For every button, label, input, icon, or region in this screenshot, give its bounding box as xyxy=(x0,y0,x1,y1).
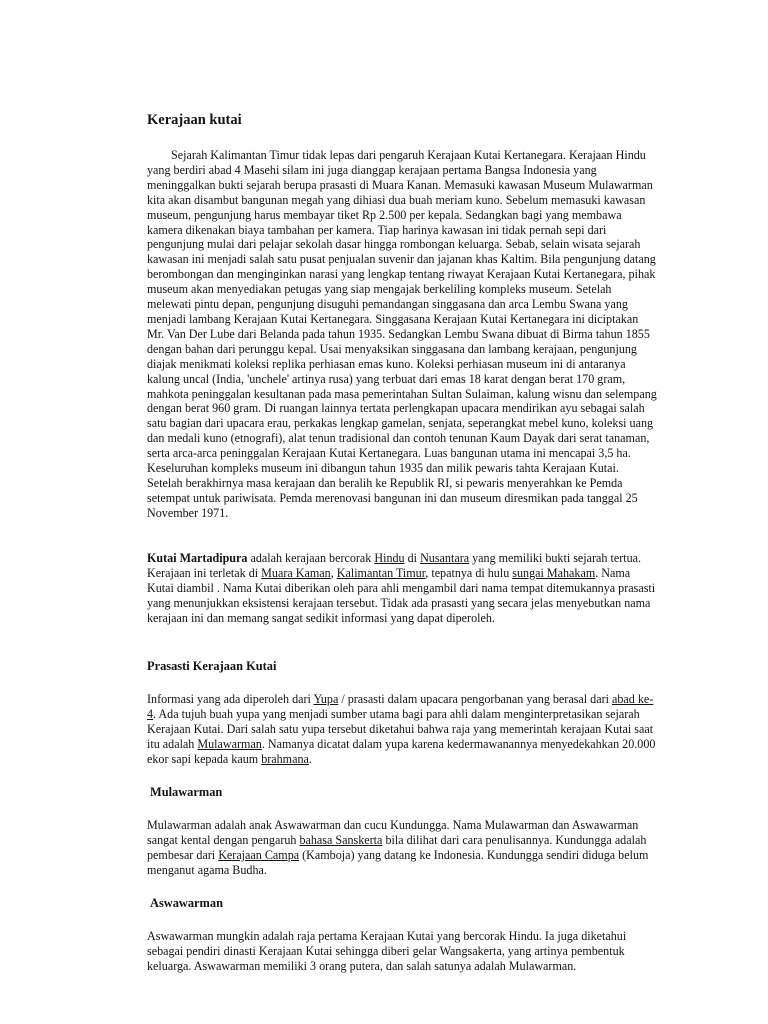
prasasti-heading: Prasasti Kerajaan Kutai xyxy=(147,659,277,673)
text-run: . xyxy=(308,751,312,766)
link-muara-kaman[interactable]: Muara Kaman xyxy=(261,565,331,580)
text-run: . Nama Kutai diambil . Nama Kutai diberikan oleh para ahli mengambil dari nama tempat ditemukannya prasasti yang menunjukkan eksistensi kerajaan tersebut. Tidak ada prasasti yang secara jelas menyebutkan nama kerajaan ini dan memang sangat sedikit informasi yang dapat diperoleh. xyxy=(147,565,656,625)
link-mulawarman[interactable]: Mulawarman xyxy=(197,736,262,751)
prasasti-paragraph xyxy=(147,692,657,767)
text-run: (Kamboja) yang datang ke Indonesia. Kundungga sendiri diduga belum menganut agama Budha. xyxy=(147,847,649,877)
mulawarman-heading: Mulawarman xyxy=(150,785,223,799)
link-brahmana[interactable]: brahmana xyxy=(261,751,309,766)
text-run: / prasasti dalam upacara pengorbanan yang berasal dari xyxy=(338,692,612,706)
link-bahasa-sanskerta[interactable]: bahasa Sanskerta xyxy=(299,832,383,847)
text-run: . Ada tujuh buah yupa yang menjadi sumber utama bagi para ahli dalam menginterpretasikan sejarah Kerajaan Kutai. Dari salah satu yupa tersebut diketahui bahwa raja yang memerintah kerajaan Kutai saat itu adalah xyxy=(147,706,654,751)
martadipura-bold-term: Kutai Martadipura xyxy=(147,551,248,565)
text-run: . Namanya dicatat dalam yupa karena kedermawanannya menyedekahkan 20.000 ekor sapi kepada kaum xyxy=(147,736,656,766)
link-nusantara[interactable]: Nusantara xyxy=(420,551,470,565)
text-run: , xyxy=(330,565,337,580)
link-hindu[interactable]: Hindu xyxy=(374,551,405,565)
aswawarman-heading: Aswawarman xyxy=(150,896,223,910)
martadipura-paragraph xyxy=(147,551,657,626)
text-run: bila dilihat dari cara penulisannya. Kundungga adalah pembesar dari xyxy=(147,832,647,862)
text-run: adalah kerajaan bercorak xyxy=(247,551,375,565)
text-run: Mulawarman adalah anak Aswawarman dan cucu Kundungga. Nama Mulawarman dan Aswawarman sangat kental dengan pengaruh xyxy=(147,818,639,847)
text-run: yang memiliki bukti sejarah tertua. Kerajaan ini terletak di xyxy=(147,551,642,580)
intro-paragraph: Sejarah Kalimantan Timur tidak lepas dari pengaruh Kerajaan Kutai Kertanegara. Kerajaan Hindu yang berdiri abad 4 Masehi silam ini juga dianggap kerajaan pertama Bangsa Indonesia yang meninggalkan bukti sejarah berupa prasasti di Muara Kanan. Memasuki kawasan Museum Mulawarman kita akan disambut bangunan megah yang dihiasi dua buah meriam kuno. Sebelum memasuki kawasan museum, pengunjung harus membayar tiket Rp 2.500 per kepala. Sedangkan bagi yang membawa kamera dikenakan biaya tambahan per kamera. Tiap harinya kawasan ini tidak pernah sepi dari pengunjung mulai dari pelajar sekolah dasar hingga rombongan keluarga. Sebab, selain wisata sejarah kawasan ini menjadi salah satu pusat penjualan suvenir dan jajanan khas Kaltim. Bila pengunjung datang berombongan dan menginginkan narasi yang lengkap tentang riwayat Kerajaan Kutai Kertanegara, pihak museum akan menyediakan petugas yang siap mengajak berkeliling kompleks museum. Setelah melewati pintu depan, pengunjung disuguhi pemandangan singgasana dan arca Lembu Swana yang menjadi lambang Kerajaan Kutai Kertanegara. Singgasana Kerajaan Kutai Kertanegara ini diciptakan Mr. Van Der Lube dari Belanda pada tahun 1935. Sedangkan Lembu Swana dibuat di Birma tahun 1855 dengan bahan dari perunggu kepal. Usai menyaksikan singgasana dan lambang kerajaan, pengunjung diajak menikmati koleksi replika perhiasan emas kuno. Koleksi perhiasan museum ini di antaranya kalung uncal (India, 'unchele' artinya rusa) yang terbuat dari emas 18 karat dengan berat 170 gram, mahkota peninggalan kesultanan pada masa pemerintahan Sultan Sulaiman, kalung wisnu dan selempang dengan berat 960 gram. Di ruangan lainnya tertata perlengkapan upacara mendirikan ayu sebagai salah satu bagian dari upacara erau, perkakas lengkap gamelan, senjata, seperangkat mebel kuno, koleksi uang dan medali kuno (etnografi), alat tenun tradisional dan contoh tenunan Kaum Dayak dari serat tanaman, serta arca-arca peninggalan Kerajaan Kutai Kertanegara. Luas bangunan utama ini mencapai 3,5 ha. Keseluruhan kompleks museum ini dibangun tahun 1935 dan milik pewaris tahta Kerajaan Kutai. Setelah berakhirnya masa kerajaan dan beralih ke Republik RI, si pewaris menyerahkan ke Pemda setempat untuk pariwisata. Pemda merenovasi bangunan ini dan museum diresmikan pada tanggal 25 November 1971. xyxy=(147,148,657,520)
aswawarman-paragraph: Aswawarman mungkin adalah raja pertama Kerajaan Kutai yang bercorak Hindu. Ia juga diketahui sebagai pendiri dinasti Kerajaan Kutai sehingga diberi gelar Wangsakerta, yang artinya pembentuk keluarga. Aswawarman memiliki 3 orang putera, dan salah satunya adalah Mulawarman. xyxy=(147,929,627,973)
text-run: di xyxy=(404,551,421,565)
document-title: Kerajaan kutai xyxy=(147,112,242,128)
text-run: , tepatnya di hulu xyxy=(425,565,513,580)
link-sungai-mahakam[interactable]: sungai Mahakam xyxy=(512,565,596,580)
link-yupa[interactable]: Yupa xyxy=(313,692,339,706)
link-kerajaan-campa[interactable]: Kerajaan Campa xyxy=(218,847,300,862)
text-run: Informasi yang ada diperoleh dari xyxy=(147,692,314,706)
link-abad-ke-4[interactable]: abad ke-4 xyxy=(147,692,654,721)
link-kalimantan-timur[interactable]: Kalimantan Timur xyxy=(336,565,426,580)
mulawarman-paragraph xyxy=(147,818,657,878)
